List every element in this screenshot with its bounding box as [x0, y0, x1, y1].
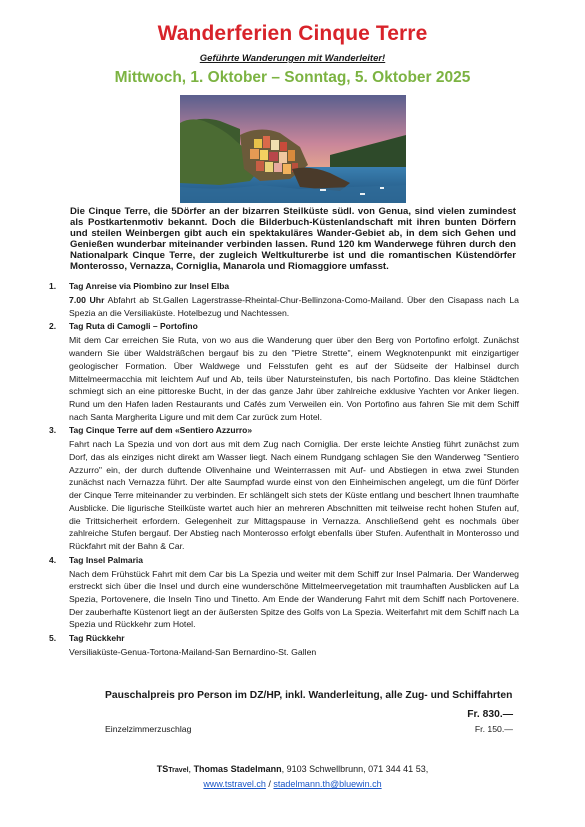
day-title: Tag Rückkehr [69, 633, 125, 644]
day-number: 2. [49, 321, 57, 332]
package-price-amount: Fr. 830.— [467, 709, 513, 720]
cinque-terre-photo [180, 95, 406, 203]
single-room-surcharge-price: Fr. 150.— [474, 724, 513, 734]
day-item [49, 321, 519, 423]
travel-dates: Mittwoch, 1. Oktober – Sonntag, 5. Oktober 2025 [114, 69, 471, 86]
day-item [49, 425, 519, 552]
day-number: 5. [49, 633, 57, 644]
itinerary [49, 281, 519, 661]
departure-time: 7.00 Uhr [69, 295, 105, 305]
day-description [69, 294, 519, 319]
day-text: Abfahrt ab St.Gallen Lagerstrasse-Rheintal-Chur-Bellinzona-Como-Mailand. Über den Cisapass nach La Spezia an die Versiliaküste. Hotelbezug und Nachtessen. [69, 295, 519, 318]
day-title: Tag Insel Palmaria [69, 554, 144, 565]
day-number: 3. [49, 425, 57, 436]
day-item [49, 555, 519, 632]
brand-small: Travel [168, 767, 189, 774]
intro-paragraph: Die Cinque Terre, die 5Dörfer an der bizarren Steilküste südl. von Genua, sind vielen zumindest als Postkartenmotiv bekannt. Doch die Bilderbuch-Küstenlandschaft mit ihren bunten Dörfern und steilen Weinbergen gibt auch ein spektakuläres Wander-Gebiet ab, in dem sich Gehen und Genießen wunderbar miteinander verbinden lassen. Rund 120 km Wanderwege führen durch den Nationalpark Cinque Terre, der zugleich Weltkulturerbe ist und die romantischen Küstendörfer Monterosso, Vernazza, Corniglia, Manarola und Riomaggiore umfasst. [70, 206, 516, 272]
day-item [49, 633, 519, 659]
brand-main: TS [156, 764, 169, 774]
subtitle: Geführte Wanderungen mit Wanderleiter! [199, 53, 386, 64]
day-description: Nach dem Frühstück Fahrt mit dem Car bis La Spezia und weiter mit dem Schiff zur Insel Palmaria. Der Wanderweg erstreckt sich über die Insel und durch eine wunderschöne Mittelmeervegetation mit traumhaften Ausblicken auf La Spezia, Portovenere, die Inseln Tino und Tinetto. Am Ende der Wanderung Fahrt mit dem Schiff nach Portovenere. Der zauberhafte Küstenort liegt an der äußersten Spitze des Golfs von La Spezia. Weiterfahrt mit dem Schiff nach La Spezia und Rückkehr zum Hotel. [69, 568, 519, 630]
day-title: Tag Anreise via Piombino zur Insel Elba [69, 281, 230, 291]
contact-details: , Thomas Stadelmann, 9103 Schwellbrunn, 071 344 41 53, [188, 764, 429, 774]
contact-links [0, 779, 585, 789]
day-number: 1. [49, 281, 57, 291]
contact-info [0, 764, 585, 774]
page-title: Wanderferien Cinque Terre [157, 22, 428, 45]
contact-name: Thomas Stadelmann [193, 764, 282, 774]
day-description: Versiliaküste-Genua-Tortona-Mailand-San Bernardino-St. Gallen [69, 647, 317, 658]
link-separator: / [265, 779, 274, 789]
package-price-label: Pauschalpreis pro Person im DZ/HP, inkl. Wanderleitung, alle Zug- und Schiffahrten [105, 690, 513, 701]
email-link[interactable]: stadelmann.th@bluewin.ch [273, 779, 382, 789]
day-description: Mit dem Car erreichen Sie Ruta, von wo aus die Wanderung quer über den Berg von Portofino erfolgt. Zunächst wandern Sie über Waldsträßchen bergauf bis zu den "Pietre Strette", einem Wegknotenpunkt mit einzigartiger geologischer Formation. Über Waldwege und Felsstufen geht es auf der Südseite der Halbinsel durch Mittelmeermacchia mit leichtem Auf und Ab, teils über Natursteinstufen, bis nach Portofino. Das kleine Städtchen schmiegt sich an eine pittoreske Bucht, in der das ganze Jahr über zahlreiche exklusive Yachten vor Anker liegen. Rund um den Hafen laden Restaurants und Cafés zum Verweilen ein. Von Portofino aus fahren Sie mit dem Schiff nach Santa Margherita Ligure und mit dem Car zurück zum Hotel. [69, 335, 519, 422]
day-title: Tag Cinque Terre auf dem «Sentiero Azzurro» [69, 425, 253, 436]
day-description: Fahrt nach La Spezia und von dort aus mit dem Zug nach Corniglia. Der erste leichte Anstieg führt zunächst zum Dorf, das als einziges nicht direkt am Wasser liegt. Nach einem Rundgang schlagen Sie den Wanderweg "Sentiero Azzurro" ein, der durch duftende Olivenhaine und Weinterrassen mit Auf- und Abstiegen in etwa zwei Stunden zunächst nach Vernazza führt. Der alte Saumpfad wurde einst von den Einheimischen angelegt, um die fünf Dörfer der Cinque Terre miteinander zu verbinden. Er schlängelt sich stets der Küste entlang und beschert Ihnen traumhafte Ausblicke. Die ligurische Steilküste wartet auch hier an mehreren Abschnitten mit teilweise recht hohen Stufen auf, die Trittsicherheit erfordern. Gelegenheit zur Mittagspause in Vernazza. Anschließend geht es nochmals über zahlreiche Stufen bergauf. Der Abstieg nach Monterosso erfolgt ebenfalls über Stufen. Aufenthalt in Monterosso und Rückfahrt mit der Bahn & Car. [69, 439, 519, 551]
day-title: Tag Ruta di Camogli – Portofino [69, 321, 198, 332]
website-link[interactable]: www.tstravel.ch [203, 779, 266, 789]
day-number: 4. [49, 554, 57, 565]
brand-logo [157, 764, 189, 774]
single-room-surcharge-label: Einzelzimmerzuschlag [105, 724, 192, 734]
day-item [49, 281, 519, 319]
